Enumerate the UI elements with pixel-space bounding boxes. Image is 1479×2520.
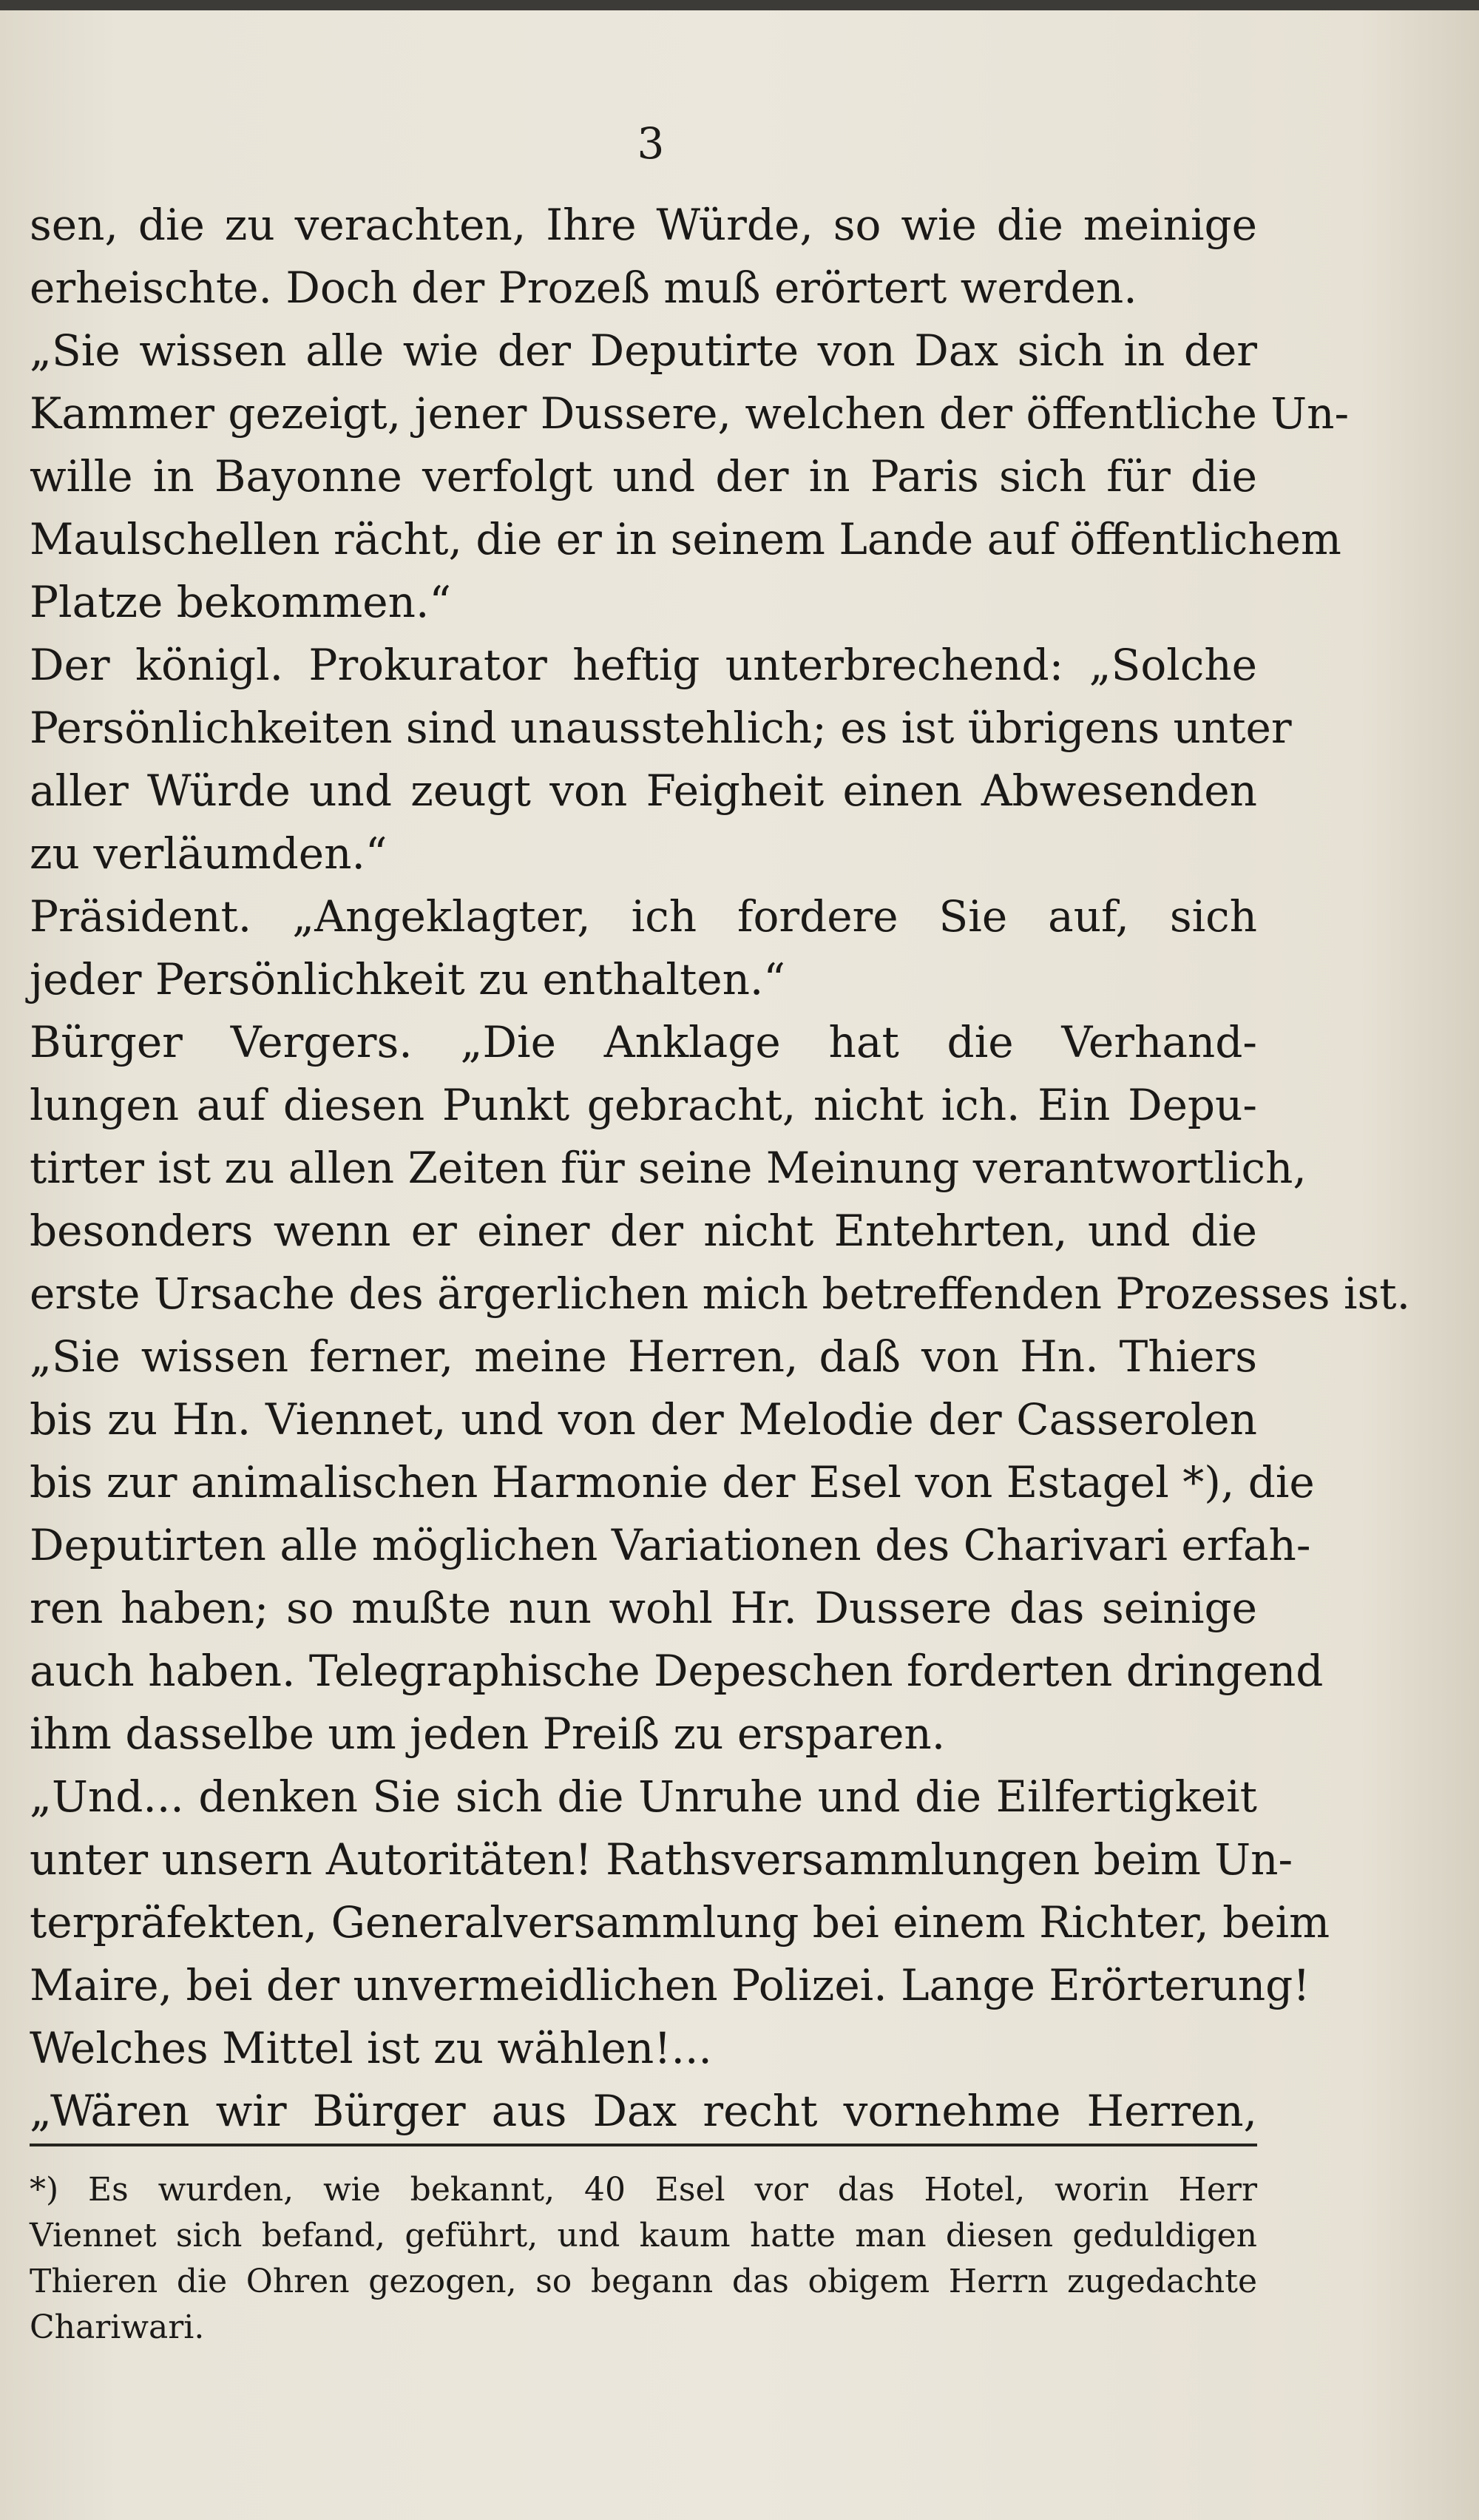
- text-line: „Und... denken Sie sich die Unruhe und die Eilfertigkeit: [30, 1771, 1257, 1822]
- text-line: „Sie wissen ferner, meine Herren, daß von Hn. Thiers: [30, 1331, 1257, 1382]
- text-line: „Sie wissen alle wie der Deputirte von Dax sich in der: [30, 325, 1257, 376]
- text-line: jeder Persönlichkeit zu enthalten.“: [30, 954, 786, 1004]
- text-line: Bürger Vergers. „Die Anklage hat die Verhand-: [30, 1017, 1257, 1067]
- text-line: besonders wenn er einer der nicht Entehrten, und die: [30, 1206, 1257, 1256]
- footnote-block: [30, 2167, 1257, 2351]
- page-top-edge: [0, 0, 1479, 10]
- text-line: Maire, bei der unvermeidlichen Polizei. Lange Erörterung!: [30, 1960, 1310, 2010]
- text-line: tirter ist zu allen Zeiten für seine Meinung verantwortlich,: [30, 1143, 1307, 1193]
- text-line: wille in Bayonne verfolgt und der in Paris sich für die: [30, 451, 1257, 501]
- text-line: sen, die zu verachten, Ihre Würde, so wie die meinige: [30, 200, 1257, 250]
- text-line: Welches Mittel ist zu wählen!...: [30, 2023, 712, 2073]
- text-line: ihm dasselbe um jeden Preiß zu ersparen.: [30, 1709, 946, 1759]
- text-line: unter unsern Autoritäten! Rathsversammlungen beim Un-: [30, 1834, 1293, 1885]
- text-line: erste Ursache des ärgerlichen mich betreffenden Prozesses ist.: [30, 1269, 1411, 1319]
- footnote-divider: [30, 2144, 1257, 2146]
- text-line: auch haben. Telegraphische Depeschen forderten dringend: [30, 1646, 1324, 1696]
- page-number: 3: [637, 118, 665, 169]
- footnote-line: Thieren die Ohren gezogen, so begann das obigem Herrn zugedachte: [30, 2263, 1257, 2300]
- text-line: Der königl. Prokurator heftig unterbrechend: „Solche: [30, 640, 1257, 690]
- footnote-line: Viennet sich befand, geführt, und kaum hatte man diesen geduldigen: [30, 2217, 1257, 2254]
- footnote-line: Chariwari.: [30, 2308, 205, 2346]
- text-line: ren haben; so mußte nun wohl Hr. Dussere das seinige: [30, 1583, 1257, 1633]
- text-line: Präsident. „Angeklagter, ich fordere Sie auf, sich: [30, 891, 1257, 942]
- text-line: „Wären wir Bürger aus Dax recht vornehme Herren,: [30, 2086, 1257, 2136]
- text-line: aller Würde und zeugt von Feigheit einen Abwesenden: [30, 766, 1257, 816]
- text-line: Persönlichkeiten sind unausstehlich; es ist übrigens unter: [30, 703, 1292, 753]
- text-line: lungen auf diesen Punkt gebracht, nicht ich. Ein Depu-: [30, 1080, 1257, 1130]
- text-line: terpräfekten, Generalversammlung bei einem Richter, beim: [30, 1897, 1330, 1948]
- footnote-line: *) Es wurden, wie bekannt, 40 Esel vor das Hotel, worin Herr: [30, 2171, 1257, 2209]
- text-line: erheischte. Doch der Prozeß muß erörtert werden.: [30, 263, 1137, 313]
- text-line: bis zur animalischen Harmonie der Esel von Estagel *), die: [30, 1457, 1315, 1507]
- text-line: zu verläumden.“: [30, 828, 387, 879]
- main-text-block: [30, 194, 1411, 2143]
- text-line: Platze bekommen.“: [30, 577, 452, 627]
- text-line: Kammer gezeigt, jener Dussere, welchen der öffentliche Un-: [30, 388, 1350, 439]
- text-line: bis zu Hn. Viennet, und von der Melodie der Casserolen: [30, 1394, 1257, 1445]
- text-line: Maulschellen rächt, die er in seinem Lande auf öffentlichem: [30, 514, 1341, 564]
- text-line: Deputirten alle möglichen Variationen des Charivari erfah-: [30, 1520, 1311, 1570]
